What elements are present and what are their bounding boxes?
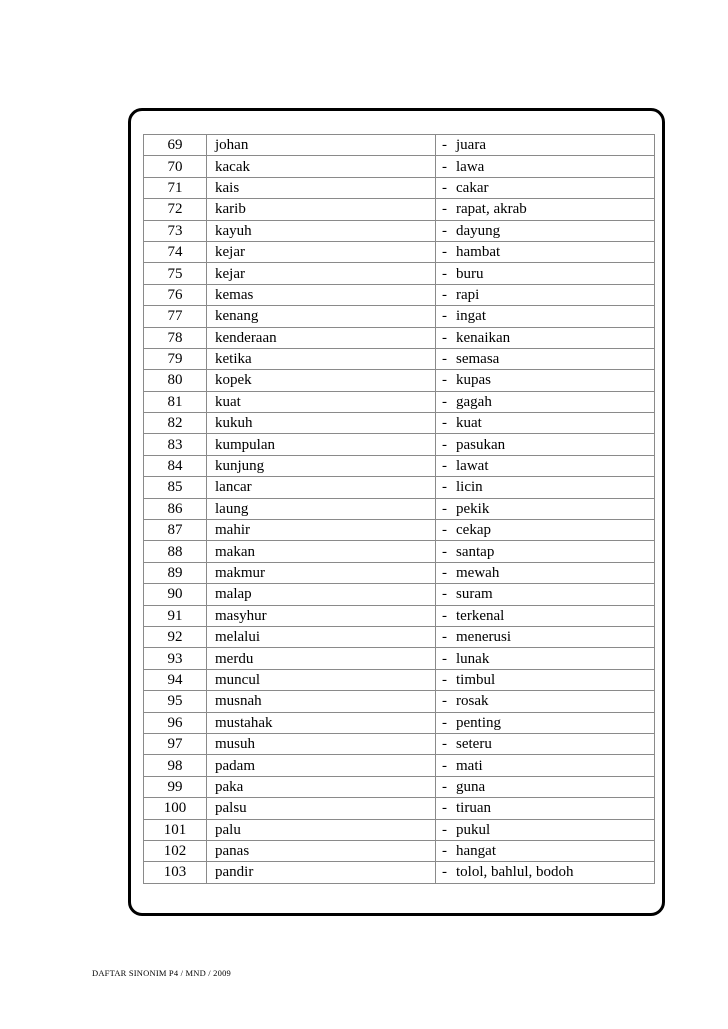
row-number: 84 [144,455,207,476]
row-number: 69 [144,135,207,156]
row-number: 96 [144,712,207,733]
word-cell: palu [207,819,436,840]
synonym-cell [436,263,655,284]
table-row [144,370,655,391]
word-cell: mustahak [207,712,436,733]
row-number: 87 [144,520,207,541]
synonym-text: hangat [456,843,496,860]
row-number: 100 [144,798,207,819]
word-cell: kayuh [207,220,436,241]
synonym-text: hambat [456,244,501,261]
table-row [144,541,655,562]
word-cell: kejar [207,263,436,284]
table-row [144,455,655,476]
word-cell: kejar [207,241,436,262]
dash-separator: - [442,458,447,475]
synonym-cell [436,177,655,198]
table-row [144,840,655,861]
row-number: 71 [144,177,207,198]
dash-separator: - [442,671,447,688]
synonym-cell [436,712,655,733]
dash-separator: - [442,629,447,646]
synonym-text: pukul [456,821,491,838]
dash-separator: - [442,522,447,539]
dash-separator: - [442,286,447,303]
word-cell: kenderaan [207,327,436,348]
synonym-cell [436,541,655,562]
row-number: 70 [144,156,207,177]
word-cell: mahir [207,520,436,541]
table-row [144,498,655,519]
table-row [144,348,655,369]
synonym-text: lunak [456,650,490,667]
table-row [144,199,655,220]
synonym-text: mewah [456,565,500,581]
word-cell: palsu [207,798,436,819]
dash-separator: - [442,265,447,282]
word-cell: karib [207,199,436,220]
word-cell: johan [207,135,436,156]
row-number: 93 [144,648,207,669]
table-row [144,156,655,177]
table-row [144,135,655,156]
table-row [144,755,655,776]
dash-separator: - [442,179,447,196]
row-number: 79 [144,348,207,369]
synonym-text: tiruan [456,800,491,817]
synonym-cell [436,220,655,241]
table-row [144,584,655,605]
synonym-cell [436,477,655,498]
word-cell: kenang [207,306,436,327]
table-row [144,733,655,754]
row-number: 88 [144,541,207,562]
row-number: 85 [144,477,207,498]
table-row [144,562,655,583]
synonym-cell [436,862,655,883]
synonym-cell [436,605,655,626]
table-row [144,306,655,327]
synonym-text: pasukan [456,436,506,453]
dash-separator: - [442,329,447,346]
synonym-text: semasa [456,351,500,368]
dash-separator: - [442,565,447,581]
dash-separator: - [442,650,447,667]
row-number: 86 [144,498,207,519]
word-cell: kacak [207,156,436,177]
word-cell: lancar [207,477,436,498]
synonym-cell [436,306,655,327]
dash-separator: - [442,607,447,624]
table-row [144,648,655,669]
dash-separator: - [442,778,447,795]
synonym-cell [436,733,655,754]
synonym-text: cakar [456,179,489,196]
synonym-text: cekap [456,522,491,539]
table-row [144,669,655,690]
synonym-text: terkenal [456,607,505,624]
synonym-cell [436,562,655,583]
word-cell: laung [207,498,436,519]
synonym-cell [436,455,655,476]
synonym-text: menerusi [456,629,511,646]
table-row [144,284,655,305]
table-row [144,712,655,733]
word-cell: makan [207,541,436,562]
row-number: 95 [144,691,207,712]
row-number: 99 [144,776,207,797]
row-number: 92 [144,626,207,647]
dash-separator: - [442,351,447,368]
synonym-text: timbul [456,671,496,688]
dash-separator: - [442,500,447,517]
synonym-text: kenaikan [456,329,511,346]
word-cell: muncul [207,669,436,690]
synonym-cell [436,520,655,541]
synonym-cell [436,840,655,861]
table-row [144,413,655,434]
synonym-text: lawat [456,458,489,475]
synonym-text: suram [456,586,493,603]
table-row [144,220,655,241]
word-cell: panas [207,840,436,861]
synonym-cell [436,370,655,391]
synonym-cell [436,413,655,434]
dash-separator: - [442,222,447,239]
row-number: 97 [144,733,207,754]
row-number: 73 [144,220,207,241]
word-cell: padam [207,755,436,776]
dash-separator: - [442,479,447,496]
synonym-text: mati [456,757,483,774]
row-number: 101 [144,819,207,840]
table-row [144,434,655,455]
dash-separator: - [442,308,447,325]
synonym-cell [436,327,655,348]
table-row [144,391,655,412]
word-cell: makmur [207,562,436,583]
synonym-text: santap [456,543,495,560]
synonym-cell [436,199,655,220]
synonym-text: ingat [456,308,486,325]
word-cell: kopek [207,370,436,391]
synonym-cell [436,669,655,690]
synonym-table-body [144,135,655,884]
row-number: 89 [144,562,207,583]
row-number: 77 [144,306,207,327]
row-number: 80 [144,370,207,391]
dash-separator: - [442,158,447,175]
table-row [144,798,655,819]
synonym-cell [436,798,655,819]
synonym-cell [436,391,655,412]
table-row [144,776,655,797]
row-number: 82 [144,413,207,434]
row-number: 90 [144,584,207,605]
synonym-text: penting [456,714,501,731]
row-number: 76 [144,284,207,305]
dash-separator: - [442,372,447,389]
synonym-table [143,134,655,884]
synonym-text: gagah [456,393,492,410]
synonym-text: licin [456,479,483,496]
synonym-cell [436,648,655,669]
synonym-text: buru [456,265,484,282]
word-cell: masyhur [207,605,436,626]
table-row [144,477,655,498]
dash-separator: - [442,543,447,560]
table-row [144,520,655,541]
word-cell: merdu [207,648,436,669]
synonym-cell [436,156,655,177]
dash-separator: - [442,415,447,432]
dash-separator: - [442,393,447,410]
synonym-text: kupas [456,372,491,389]
word-cell: pandir [207,862,436,883]
dash-separator: - [442,800,447,817]
synonym-text: rapat, akrab [456,201,527,218]
synonym-cell [436,584,655,605]
table-row [144,605,655,626]
row-number: 81 [144,391,207,412]
word-cell: kais [207,177,436,198]
row-number: 75 [144,263,207,284]
table-row [144,691,655,712]
table-row [144,626,655,647]
synonym-cell [436,691,655,712]
synonym-cell [436,498,655,519]
word-cell: musnah [207,691,436,712]
word-cell: kumpulan [207,434,436,455]
dash-separator: - [442,736,447,753]
word-cell: ketika [207,348,436,369]
synonym-cell [436,626,655,647]
synonym-cell [436,819,655,840]
synonym-text: seteru [456,736,492,753]
table-row [144,177,655,198]
dash-separator: - [442,714,447,731]
word-cell: kunjung [207,455,436,476]
word-cell: kemas [207,284,436,305]
synonym-text: rapi [456,286,480,303]
word-cell: malap [207,584,436,605]
word-cell: musuh [207,733,436,754]
row-number: 98 [144,755,207,776]
synonym-cell [436,241,655,262]
dash-separator: - [442,201,447,218]
synonym-text: dayung [456,222,501,239]
page-footer: DAFTAR SINONIM P4 / MND / 2009 [92,968,231,978]
synonym-text: kuat [456,415,482,432]
dash-separator: - [442,864,447,881]
row-number: 74 [144,241,207,262]
synonym-cell [436,776,655,797]
row-number: 103 [144,862,207,883]
dash-separator: - [442,586,447,603]
dash-separator: - [442,757,447,774]
dash-separator: - [442,244,447,261]
row-number: 78 [144,327,207,348]
table-row [144,263,655,284]
word-cell: melalui [207,626,436,647]
synonym-text: guna [456,778,486,795]
synonym-cell [436,755,655,776]
row-number: 91 [144,605,207,626]
synonym-cell [436,284,655,305]
row-number: 102 [144,840,207,861]
synonym-cell [436,135,655,156]
word-cell: kuat [207,391,436,412]
word-cell: kukuh [207,413,436,434]
synonym-text: rosak [456,693,489,710]
table-row [144,862,655,883]
synonym-cell [436,434,655,455]
synonym-text: tolol, bahlul, bodoh [456,864,574,881]
synonym-text: juara [456,137,486,154]
word-cell: paka [207,776,436,797]
row-number: 83 [144,434,207,455]
dash-separator: - [442,821,447,838]
synonym-text: lawa [456,158,485,175]
dash-separator: - [442,436,447,453]
row-number: 72 [144,199,207,220]
row-number: 94 [144,669,207,690]
dash-separator: - [442,843,447,860]
table-row [144,327,655,348]
table-row [144,819,655,840]
synonym-text: pekik [456,500,490,517]
dash-separator: - [442,137,447,154]
table-row [144,241,655,262]
synonym-cell [436,348,655,369]
dash-separator: - [442,693,447,710]
